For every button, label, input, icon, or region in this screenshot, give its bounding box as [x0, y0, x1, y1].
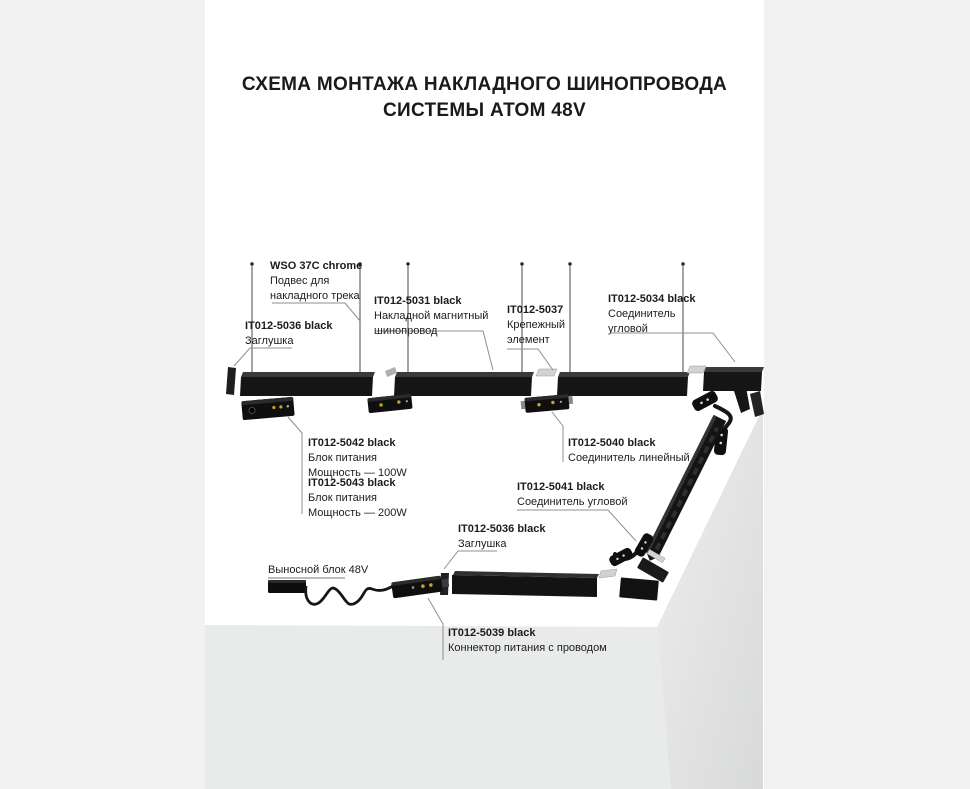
label-line: IT012-5037 — [507, 304, 564, 316]
label-line: Мощность — 200W — [308, 507, 407, 519]
label-track — [374, 294, 488, 339]
label-line: Соединитель угловой — [517, 496, 628, 508]
label-line: IT012-5031 black — [374, 295, 462, 307]
label-line: шинопровод — [374, 325, 438, 337]
label-line: Заглушка — [245, 335, 294, 347]
track-segment — [394, 372, 534, 396]
label-line: IT012-5041 black — [517, 481, 605, 493]
label-linear-connector — [568, 436, 690, 466]
label-line: IT012-5042 black — [308, 437, 396, 449]
page-title — [205, 72, 764, 124]
label-suspension — [270, 259, 362, 304]
label-line: Мощность — 100W — [308, 467, 407, 479]
mounting-plate — [687, 366, 706, 373]
label-line: Подвес для — [270, 275, 330, 287]
label-line: IT012-5043 black — [308, 477, 396, 489]
label-line: Блок питания — [308, 452, 377, 464]
label-line: Соединитель — [608, 308, 676, 320]
label-corner-flex-connector — [517, 480, 628, 510]
label-line: IT012-5034 black — [608, 293, 696, 305]
label-line: IT012-5040 black — [568, 437, 656, 449]
label-line: Крепежный — [507, 319, 566, 331]
label-line: WSO 37C chrome — [270, 260, 363, 272]
title-line-2: СИСТЕМЫ АТОМ 48V — [382, 100, 586, 121]
title-line-1: СХЕМА МОНТАЖА НАКЛАДНОГО ШИНОПРОВОДА — [241, 74, 728, 95]
label-line: элемент — [507, 334, 550, 346]
label-line: Блок питания — [308, 492, 377, 504]
label-line: Соединитель линейный — [568, 452, 690, 464]
label-line: накладного трека — [270, 290, 360, 302]
label-psu-100 — [308, 436, 407, 481]
label-line: IT012-5039 black — [448, 627, 536, 639]
label-line: IT012-5036 black — [245, 320, 333, 332]
track-segment — [240, 372, 375, 396]
label-line: Выносной блок 48V — [268, 564, 369, 576]
label-line: Коннектор питания с проводом — [448, 642, 607, 654]
bottom-track — [440, 571, 599, 597]
track-segment — [557, 372, 690, 396]
label-line: Заглушка — [458, 538, 507, 550]
remote-power-block — [268, 580, 306, 593]
label-power-connector — [448, 626, 607, 656]
label-line: Накладной магнитный — [374, 310, 489, 322]
label-line: угловой — [608, 323, 648, 335]
label-psu-200 — [308, 476, 407, 521]
mounting-plate — [536, 369, 557, 376]
label-corner-connector — [608, 292, 695, 337]
label-remote-block — [268, 563, 368, 578]
label-clamp — [507, 303, 565, 348]
label-endcap-bottom — [458, 522, 545, 552]
label-endcap-top — [245, 319, 332, 349]
label-line: IT012-5036 black — [458, 523, 546, 535]
